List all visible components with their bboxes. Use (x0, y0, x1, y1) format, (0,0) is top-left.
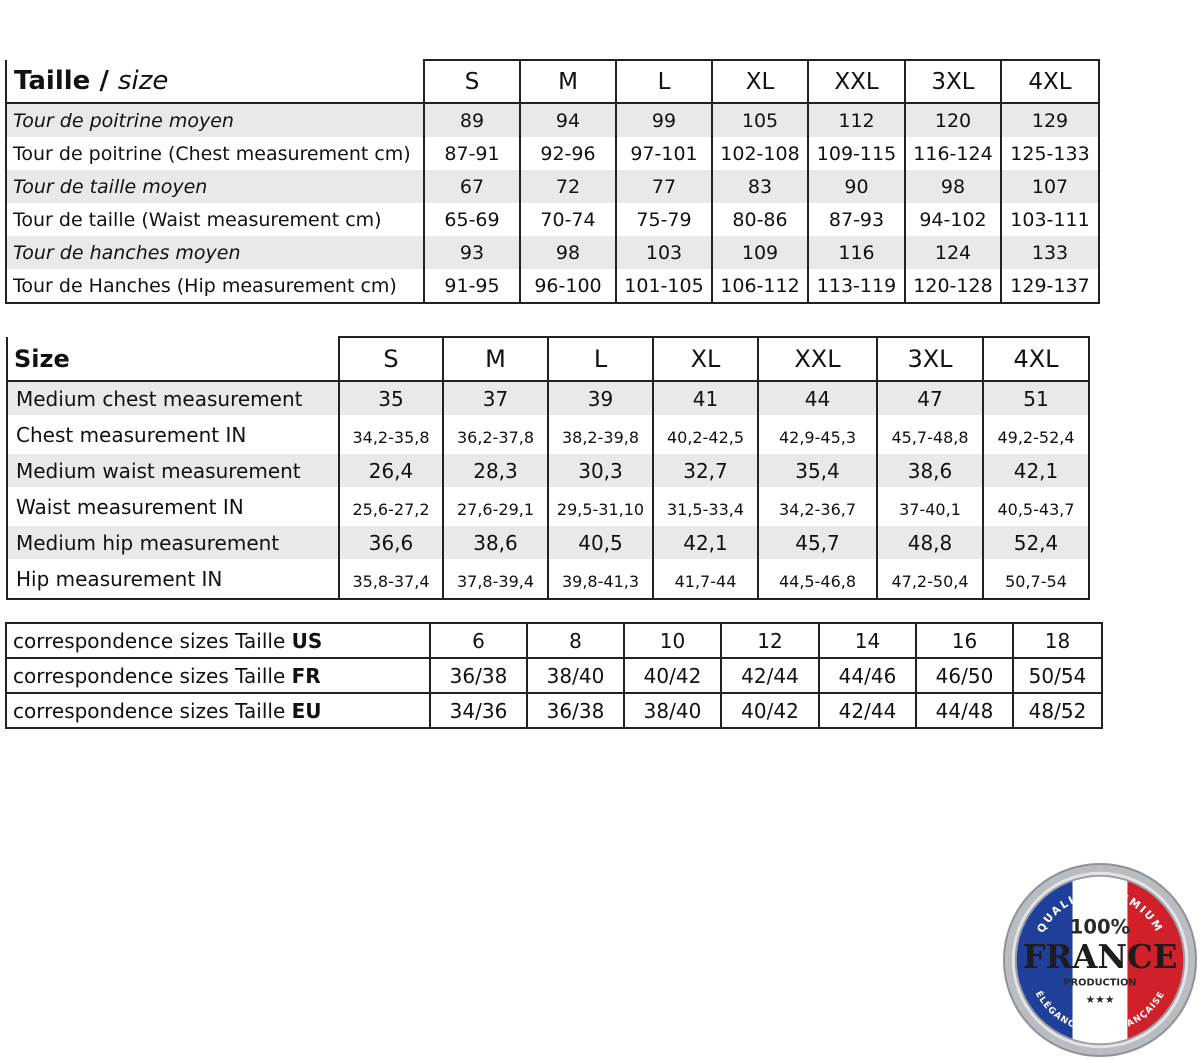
table-cell: 8 (527, 623, 624, 658)
table-cell: 41 (653, 381, 758, 415)
table-cell: 12 (721, 623, 819, 658)
table-cell: 36/38 (527, 693, 624, 728)
table-cell: 51 (983, 381, 1089, 415)
table-cell: 44 (758, 381, 877, 415)
table-cell: 42/44 (819, 693, 916, 728)
table-cell: 83 (712, 170, 808, 203)
table-cell: 80-86 (712, 203, 808, 236)
table-cell: 116 (808, 236, 905, 269)
size-header: L (616, 60, 712, 103)
table-cell: 92-96 (520, 137, 616, 170)
table-cell: 38,6 (443, 526, 548, 559)
row-label: Tour de taille (Waist measurement cm) (6, 203, 424, 236)
table-cell: 109 (712, 236, 808, 269)
table-cell: 125-133 (1001, 137, 1099, 170)
table-cell: 32,7 (653, 454, 758, 487)
table-row (6, 623, 1102, 658)
table-cell: 38,6 (877, 454, 983, 487)
row-label: Medium chest measurement (7, 381, 339, 415)
row-label: Medium hip measurement (7, 526, 339, 559)
table-cell: 46/50 (916, 658, 1013, 693)
row-label: Tour de hanches moyen (6, 236, 424, 269)
table-cell: 34,2-35,8 (339, 415, 443, 454)
size-header: M (520, 60, 616, 103)
table-cell: 99 (616, 103, 712, 137)
table-row (6, 269, 1099, 303)
table-cell: 40/42 (721, 693, 819, 728)
table-cell: 36,6 (339, 526, 443, 559)
table-cell: 25,6-27,2 (339, 487, 443, 526)
table-cell: 36/38 (430, 658, 527, 693)
table-cell: 30,3 (548, 454, 653, 487)
row-label: Tour de poitrine moyen (6, 103, 424, 137)
table-cell: 42,1 (653, 526, 758, 559)
table-cell: 38/40 (624, 693, 721, 728)
size-correspondence-table (5, 622, 1103, 729)
row-label: Tour de poitrine (Chest measurement cm) (6, 137, 424, 170)
table-row (7, 415, 1089, 454)
table-cell: 98 (905, 170, 1001, 203)
table-cell: 129 (1001, 103, 1099, 137)
table-cell: 47,2-50,4 (877, 559, 983, 599)
table-cell: 18 (1013, 623, 1102, 658)
table-row (6, 170, 1099, 203)
table-cell: 112 (808, 103, 905, 137)
table-cell: 16 (916, 623, 1013, 658)
table-cell: 27,6-29,1 (443, 487, 548, 526)
table-cell: 34,2-36,7 (758, 487, 877, 526)
row-label: correspondence sizes Taille FR (6, 658, 430, 693)
table-cell: 94-102 (905, 203, 1001, 236)
table-row (6, 203, 1099, 236)
row-label: Tour de taille moyen (6, 170, 424, 203)
seal-percent: 100% (1069, 915, 1131, 939)
size-header: XXL (808, 60, 905, 103)
table-cell: 116-124 (905, 137, 1001, 170)
table-cell: 129-137 (1001, 269, 1099, 303)
table-cell: 124 (905, 236, 1001, 269)
table-cell: 36,2-37,8 (443, 415, 548, 454)
size-header: XXL (758, 337, 877, 381)
table-cell: 31,5-33,4 (653, 487, 758, 526)
table-row (7, 381, 1089, 415)
size-header: XL (712, 60, 808, 103)
table-row (7, 487, 1089, 526)
row-label: correspondence sizes Taille EU (6, 693, 430, 728)
table-cell: 45,7-48,8 (877, 415, 983, 454)
table-row (6, 137, 1099, 170)
table-cell: 48/52 (1013, 693, 1102, 728)
seal-stars-icon: ★★★ (1085, 993, 1115, 1007)
table-cell: 70-74 (520, 203, 616, 236)
table-cell: 29,5-31,10 (548, 487, 653, 526)
table-cell: 97-101 (616, 137, 712, 170)
table-cell: 120-128 (905, 269, 1001, 303)
table-cell: 28,3 (443, 454, 548, 487)
france-quality-seal (1002, 862, 1198, 1058)
table-cell: 49,2-52,4 (983, 415, 1089, 454)
size-header: 4XL (983, 337, 1089, 381)
table-row (6, 236, 1099, 269)
table-cell: 94 (520, 103, 616, 137)
row-label: correspondence sizes Taille US (6, 623, 430, 658)
table-cell: 14 (819, 623, 916, 658)
cm-header-row (6, 60, 1099, 103)
seal-sub: PRODUCTION (1063, 977, 1137, 989)
size-header: XL (653, 337, 758, 381)
table-cell: 50,7-54 (983, 559, 1089, 599)
table-cell: 87-91 (424, 137, 520, 170)
table-cell: 37 (443, 381, 548, 415)
table-cell: 101-105 (616, 269, 712, 303)
size-header: 3XL (905, 60, 1001, 103)
table-cell: 50/54 (1013, 658, 1102, 693)
table-cell: 34/36 (430, 693, 527, 728)
table-cell: 87-93 (808, 203, 905, 236)
table-cell: 106-112 (712, 269, 808, 303)
table-row (7, 454, 1089, 487)
table-cell: 96-100 (520, 269, 616, 303)
table-row (6, 658, 1102, 693)
table-cell: 41,7-44 (653, 559, 758, 599)
table-cell: 35 (339, 381, 443, 415)
table-cell: 42/44 (721, 658, 819, 693)
row-label: Chest measurement IN (7, 415, 339, 454)
table-cell: 102-108 (712, 137, 808, 170)
table-cell: 52,4 (983, 526, 1089, 559)
size-header: S (339, 337, 443, 381)
size-header: S (424, 60, 520, 103)
table-cell: 39 (548, 381, 653, 415)
table-cell: 10 (624, 623, 721, 658)
table-cell: 26,4 (339, 454, 443, 487)
table-cell: 40,5-43,7 (983, 487, 1089, 526)
table-cell: 77 (616, 170, 712, 203)
size-header: M (443, 337, 548, 381)
table-row (7, 526, 1089, 559)
table-cell: 44/46 (819, 658, 916, 693)
table-cell: 44,5-46,8 (758, 559, 877, 599)
size-header: 4XL (1001, 60, 1099, 103)
table-cell: 67 (424, 170, 520, 203)
table-cell: 48,8 (877, 526, 983, 559)
table-cell: 98 (520, 236, 616, 269)
table-cell: 45,7 (758, 526, 877, 559)
row-label: Medium waist measurement (7, 454, 339, 487)
table-cell: 47 (877, 381, 983, 415)
table-cell: 109-115 (808, 137, 905, 170)
table-cell: 6 (430, 623, 527, 658)
size-chart-cm (5, 59, 1100, 304)
table-cell: 65-69 (424, 203, 520, 236)
row-label: Waist measurement IN (7, 487, 339, 526)
seal-arc-bottom: ÉLÉGANCE À LA FRANÇAISE (1032, 989, 1168, 1036)
table-cell: 40,2-42,5 (653, 415, 758, 454)
table-cell: 44/48 (916, 693, 1013, 728)
table-cell: 42,1 (983, 454, 1089, 487)
seal-word: FRANCE (1022, 937, 1178, 976)
table-cell: 90 (808, 170, 905, 203)
table-cell: 89 (424, 103, 520, 137)
table-cell: 37,8-39,4 (443, 559, 548, 599)
table-cell: 38/40 (527, 658, 624, 693)
table-row (7, 559, 1089, 599)
in-header-row (7, 337, 1089, 381)
size-header: L (548, 337, 653, 381)
table-cell: 35,4 (758, 454, 877, 487)
in-table-title: Size (7, 337, 339, 381)
table-cell: 35,8-37,4 (339, 559, 443, 599)
table-cell: 133 (1001, 236, 1099, 269)
table-row (6, 103, 1099, 137)
table-cell: 37-40,1 (877, 487, 983, 526)
table-cell: 105 (712, 103, 808, 137)
size-chart-inches (6, 336, 1090, 600)
table-cell: 40,5 (548, 526, 653, 559)
table-cell: 93 (424, 236, 520, 269)
table-cell: 107 (1001, 170, 1099, 203)
table-cell: 42,9-45,3 (758, 415, 877, 454)
table-cell: 103 (616, 236, 712, 269)
size-header: 3XL (877, 337, 983, 381)
table-cell: 120 (905, 103, 1001, 137)
table-cell: 40/42 (624, 658, 721, 693)
table-cell: 38,2-39,8 (548, 415, 653, 454)
table-cell: 75-79 (616, 203, 712, 236)
cm-table-title: Taille / size (6, 60, 424, 103)
seal-arc-top: QUALITÉ PREMIUM (1034, 887, 1166, 936)
row-label: Hip measurement IN (7, 559, 339, 599)
table-cell: 39,8-41,3 (548, 559, 653, 599)
table-cell: 113-119 (808, 269, 905, 303)
table-row (6, 693, 1102, 728)
table-cell: 91-95 (424, 269, 520, 303)
table-cell: 72 (520, 170, 616, 203)
table-cell: 103-111 (1001, 203, 1099, 236)
row-label: Tour de Hanches (Hip measurement cm) (6, 269, 424, 303)
